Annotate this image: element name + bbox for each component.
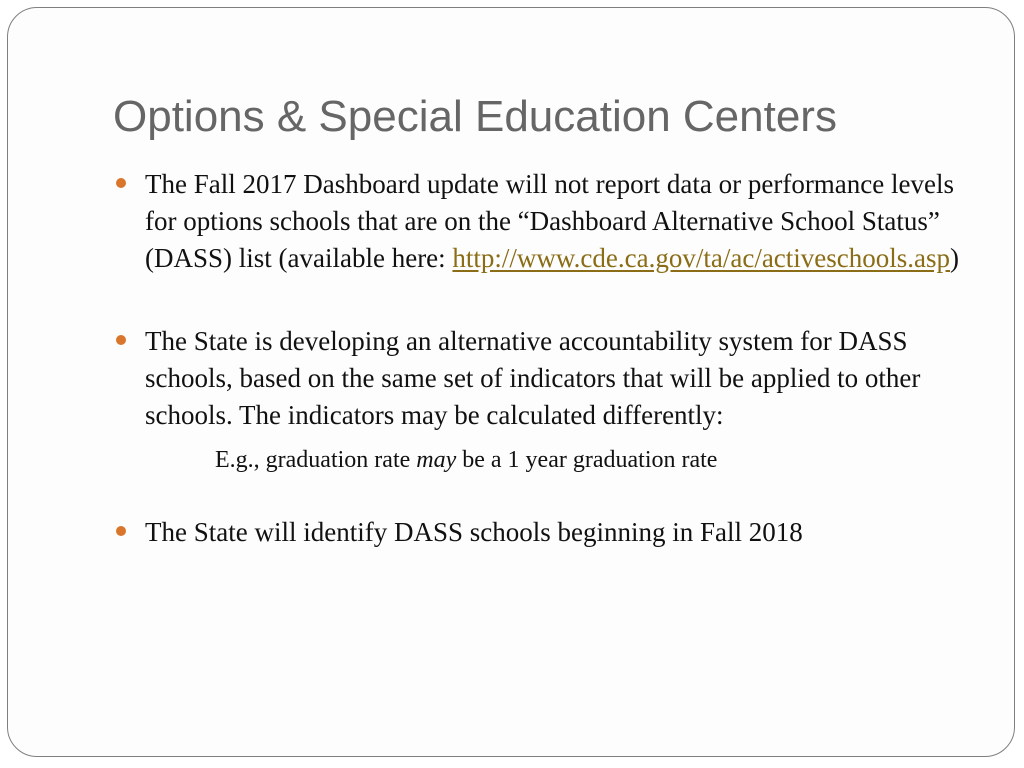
bullet-text: The Fall 2017 Dashboard update will not report data or performance levels for options schools that are on the “Dashboard Alternative School Status” (DASS) list (available here: (145, 169, 954, 273)
example-prefix: E.g., graduation rate (215, 447, 417, 473)
bullet-item-options-schools (113, 166, 973, 277)
slide-title: Options & Special Education Centers (113, 92, 837, 141)
bullet-marker-icon (116, 335, 126, 345)
bullet-marker-icon (116, 526, 126, 536)
example-emphasis: may (416, 447, 457, 473)
activeschools-link[interactable]: http://www.cde.ca.gov/ta/ac/activeschools.asp (452, 243, 951, 273)
bullet-text-closing: ) (950, 243, 960, 273)
bullet-text: The State is developing an alternative accountability system for DASS schools, based on the same set of indicators that will be applied to other schools. The indicators may be calculated differently: (145, 326, 921, 430)
example-suffix: be a 1 year graduation rate (456, 447, 718, 473)
example-note (113, 444, 973, 476)
bullet-item-identify-dass (113, 514, 973, 551)
bullet-list (113, 166, 973, 551)
bullet-text: The State will identify DASS schools beginning in Fall 2018 (145, 517, 803, 547)
bullet-marker-icon (116, 178, 126, 188)
bullet-item-alternative-system (113, 323, 973, 434)
